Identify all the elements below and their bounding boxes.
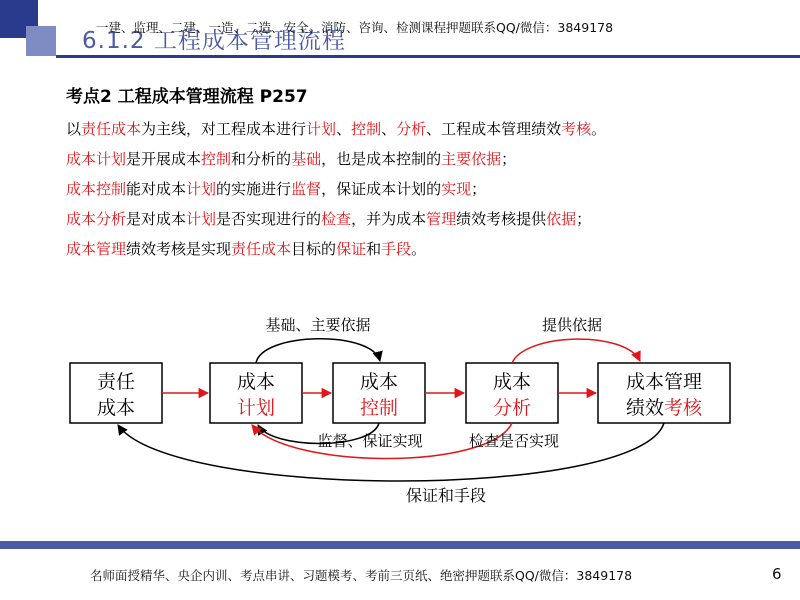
box2-line2: 计划 — [236, 397, 276, 419]
highlight-text: 实现 — [441, 180, 472, 198]
body-text: 的实施进行 — [216, 180, 292, 198]
body-text: 和分析的 — [231, 150, 292, 168]
highlight-text: 保证 — [336, 240, 367, 258]
highlight-text: 手段 — [381, 240, 412, 258]
box3-line1: 成本 — [359, 371, 399, 393]
body-text: ； — [471, 180, 487, 198]
highlight-text: 依据 — [546, 210, 577, 228]
highlight-text: 管理 — [426, 210, 457, 228]
body-text: 、 — [336, 120, 352, 138]
body-text: 。 — [411, 240, 427, 258]
body-text: 绩效考核提供 — [456, 210, 547, 228]
body-text: 是否实现进行的 — [216, 210, 322, 228]
highlight-text: 控制 — [351, 120, 382, 138]
arc-provide — [512, 339, 640, 363]
body-text: 以 — [66, 120, 82, 138]
highlight-text: 成本控制 — [66, 180, 127, 198]
label-supervise: 监督、保证实现 — [317, 432, 423, 450]
box5-line2-red: 考核 — [664, 397, 703, 419]
page-number: 6 — [772, 565, 782, 583]
label-check: 检查是否实现 — [468, 432, 560, 450]
arc-basis — [256, 339, 380, 363]
body-text: 是开展成本 — [126, 150, 202, 168]
body-text: 、工程成本管理绩效 — [426, 120, 562, 138]
highlight-text: 主要依据 — [441, 150, 502, 168]
body-text: 是对成本 — [126, 210, 187, 228]
highlight-text: 控制 — [201, 150, 232, 168]
contact-banner: 一建、监理、二建、一造、二造、安全、消防、咨询、检测课程押题联系QQ/微信：3849178 — [96, 20, 614, 35]
body-text: ； — [501, 150, 517, 168]
highlight-text: 检查 — [321, 210, 352, 228]
highlight-text: 计划 — [186, 210, 217, 228]
box1-line2: 成本 — [96, 397, 136, 419]
body-text: 和 — [366, 240, 382, 258]
box2-line1: 成本 — [236, 371, 276, 393]
box3-line2: 控制 — [359, 397, 399, 419]
footer-contact: 名师面授精华、央企内训、考点串讲、习题模考、考前三页纸、绝密押题联系QQ/微信：3849178 — [90, 568, 633, 583]
highlight-text: 责任成本 — [231, 240, 292, 258]
body-text: 。 — [591, 120, 607, 138]
highlight-text: 计划 — [186, 180, 217, 198]
box5-line2 — [626, 397, 703, 419]
box5-line2-black: 绩效 — [625, 397, 664, 419]
body-text: ，并为成本 — [351, 210, 427, 228]
body-text: 目标的 — [291, 240, 337, 258]
body-text: 绩效考核是实现 — [126, 240, 232, 258]
highlight-text: 考核 — [561, 120, 592, 138]
slide-title: 6.1.2 工程成本管理流程 — [82, 28, 346, 54]
box4-line2: 分析 — [492, 397, 532, 419]
label-guarantee: 保证和手段 — [405, 486, 487, 505]
box4-line1: 成本 — [492, 371, 532, 393]
highlight-text: 成本计划 — [66, 150, 127, 168]
label-provide: 提供依据 — [541, 316, 603, 334]
body-text: 能对成本 — [126, 180, 187, 198]
box1-line1: 责任 — [96, 371, 136, 393]
body-text: ，也是成本控制的 — [321, 150, 442, 168]
body-text: ； — [576, 210, 592, 228]
body-text: 为主线，对工程成本进行 — [141, 120, 307, 138]
highlight-text: 责任成本 — [81, 120, 142, 138]
highlight-text: 成本管理 — [66, 240, 127, 258]
label-basis: 基础、主要依据 — [265, 316, 371, 334]
highlight-text: 成本分析 — [66, 210, 127, 228]
box5-line1: 成本管理 — [625, 371, 703, 393]
highlight-text: 分析 — [396, 120, 427, 138]
highlight-text: 基础 — [291, 150, 322, 168]
footer-bar — [0, 541, 800, 549]
body-text: ，保证成本计划的 — [321, 180, 442, 198]
highlight-text: 计划 — [306, 120, 337, 138]
highlight-text: 监督 — [291, 180, 322, 198]
body-text: 、 — [381, 120, 397, 138]
section-heading: 考点2 工程成本管理流程 P257 — [66, 87, 308, 107]
